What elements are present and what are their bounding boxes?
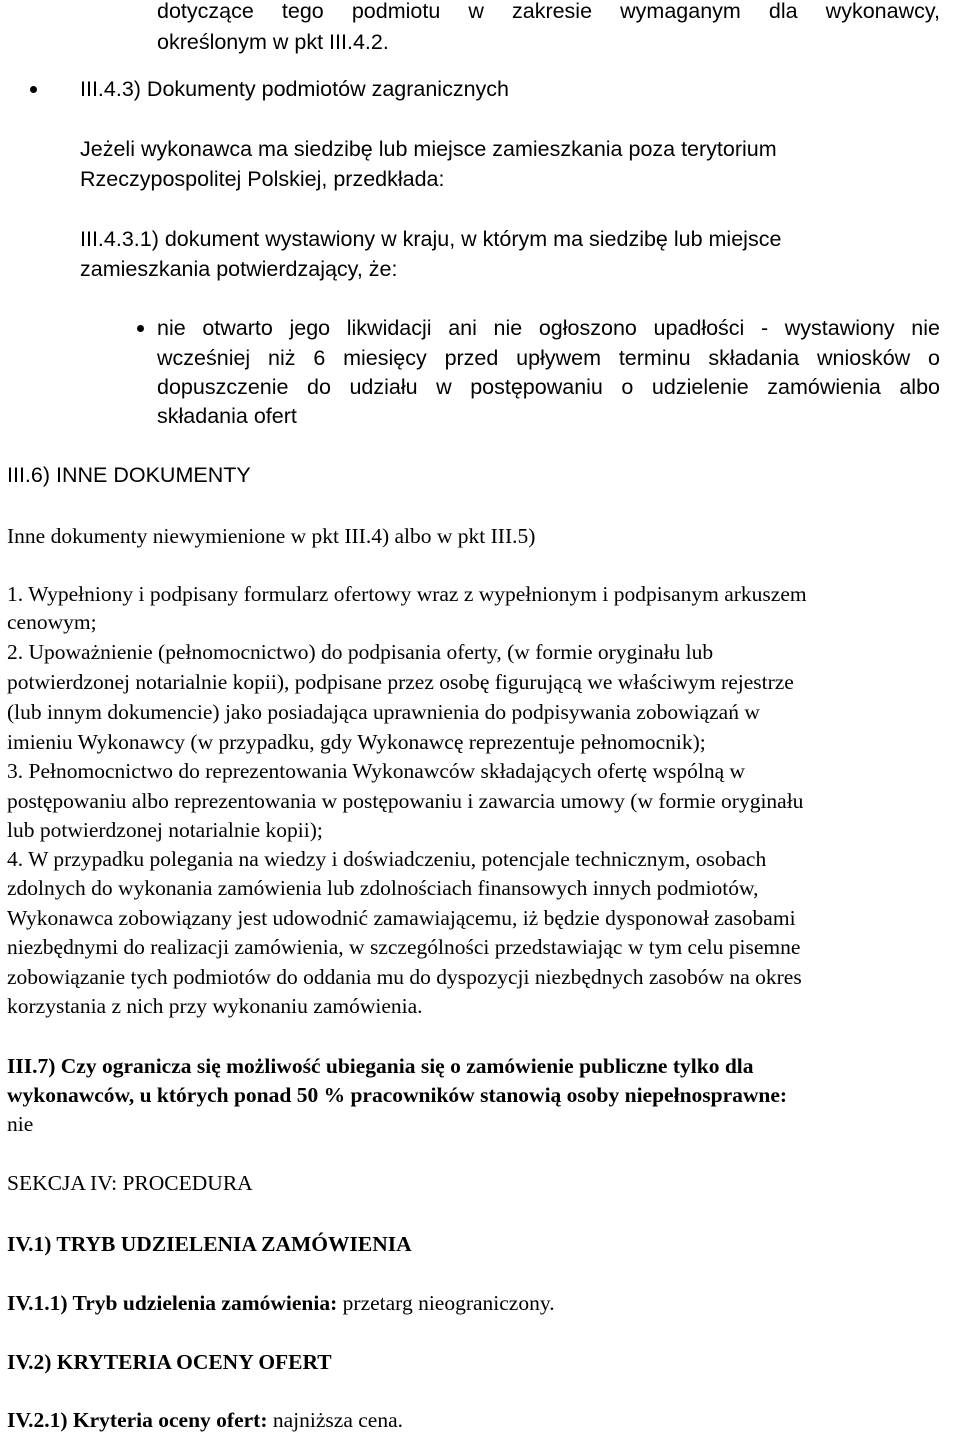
field-value: przetarg nieograniczony. [337, 1291, 555, 1315]
list-line: korzystania z nich przy wykonaniu zamówienia. [7, 994, 423, 1018]
list-line: postępowaniu albo reprezentowania w postępowaniu i zawarcia umowy (w formie oryginału [7, 789, 804, 813]
paragraph-line: Rzeczypospolitej Polskiej, przedkłada: [80, 167, 445, 191]
section-heading: SEKCJA IV: PROCEDURA [7, 1171, 253, 1195]
list-line: Wykonawca zobowiązany jest udowodnić zamawiającemu, iż będzie dysponował zasobami [7, 906, 796, 930]
paragraph-line: Inne dokumenty niewymienione w pkt III.4) albo w pkt III.5) [7, 524, 536, 548]
bullet-text-line: wcześniej niż 6 miesięcy przed upływem terminu składania wniosków o [157, 346, 940, 370]
paragraph-line: III.4.3.1) dokument wystawiony w kraju, w którym ma siedzibę lub miejsce [80, 227, 782, 251]
bullet-text-line: nie otwarto jego likwidacji ani nie ogłoszono upadłości - wystawiony nie [157, 316, 940, 340]
field-label: IV.2.1) Kryteria oceny ofert: [7, 1408, 268, 1432]
list-line: zobowiązanie tych podmiotów do oddania mu do dyspozycji niezbędnych zasobów na okres [7, 965, 802, 989]
continuation-text-line: dotyczące tego podmiotu w zakresie wymaganym dla wykonawcy, [157, 0, 940, 23]
bullet-icon [137, 325, 144, 332]
bold-question-line: III.7) Czy ogranicza się możliwość ubiegania się o zamówienie publiczne tylko dla [7, 1054, 754, 1078]
section-heading: III.6) INNE DOKUMENTY [7, 463, 251, 487]
list-line: imieniu Wykonawcy (w przypadku, gdy Wykonawcę reprezentuje pełnomocnik); [7, 730, 706, 754]
list-line: 4. W przypadku polegania na wiedzy i doświadczeniu, potencjale technicznym, osobach [7, 847, 767, 871]
list-line: lub potwierdzonej notarialnie kopii); [7, 818, 323, 842]
paragraph-line: zamieszkania potwierdzający, że: [80, 257, 398, 281]
list-line: cenowym; [7, 610, 97, 634]
section-heading: IV.2) KRYTERIA OCENY OFERT [7, 1350, 332, 1374]
bold-question-line: wykonawców, u których ponad 50 % pracowników stanowią osoby niepełnosprawne: [7, 1083, 788, 1107]
paragraph-line: Jeżeli wykonawca ma siedzibę lub miejsce zamieszkania poza terytorium [80, 137, 777, 161]
list-line: zdolnych do wykonania zamówienia lub zdolnościach finansowych innych podmiotów, [7, 876, 759, 900]
list-line: 2. Upoważnienie (pełnomocnictwo) do podpisania oferty, (w formie oryginału lub [7, 640, 714, 664]
question-answer: nie [7, 1112, 34, 1136]
bullet-text-line: składania ofert [157, 404, 297, 428]
list-line: 3. Pełnomocnictwo do reprezentowania Wykonawców składających ofertę wspólną w [7, 759, 746, 783]
field-label: IV.1.1) Tryb udzielenia zamówienia: [7, 1291, 338, 1315]
bullet-text-line: dopuszczenie do udziału w postępowaniu o udzielenie zamówienia albo [157, 375, 940, 399]
continuation-text-line: określonym w pkt III.4.2. [157, 30, 389, 54]
section-heading: IV.1) TRYB UDZIELENIA ZAMÓWIENIA [7, 1232, 412, 1256]
list-line: 1. Wypełniony i podpisany formularz ofertowy wraz z wypełnionym i podpisanym arkuszem [7, 582, 807, 606]
list-line: (lub innym dokumencie) jako posiadająca uprawnienia do podpisywania zobowiązań w [7, 700, 760, 724]
subsection-title: III.4.3) Dokumenty podmiotów zagranicznych [80, 77, 510, 101]
field-row [7, 1405, 403, 1435]
list-line: niezbędnymi do realizacji zamówienia, w szczególności przedstawiając w tym celu pisemne [7, 935, 801, 959]
bullet-icon [30, 86, 37, 93]
field-value: najniższa cena. [267, 1408, 403, 1432]
list-line: potwierdzonej notarialnie kopii), podpisane przez osobę figurującą we właściwym rejestrze [7, 670, 794, 694]
field-row [7, 1288, 555, 1318]
